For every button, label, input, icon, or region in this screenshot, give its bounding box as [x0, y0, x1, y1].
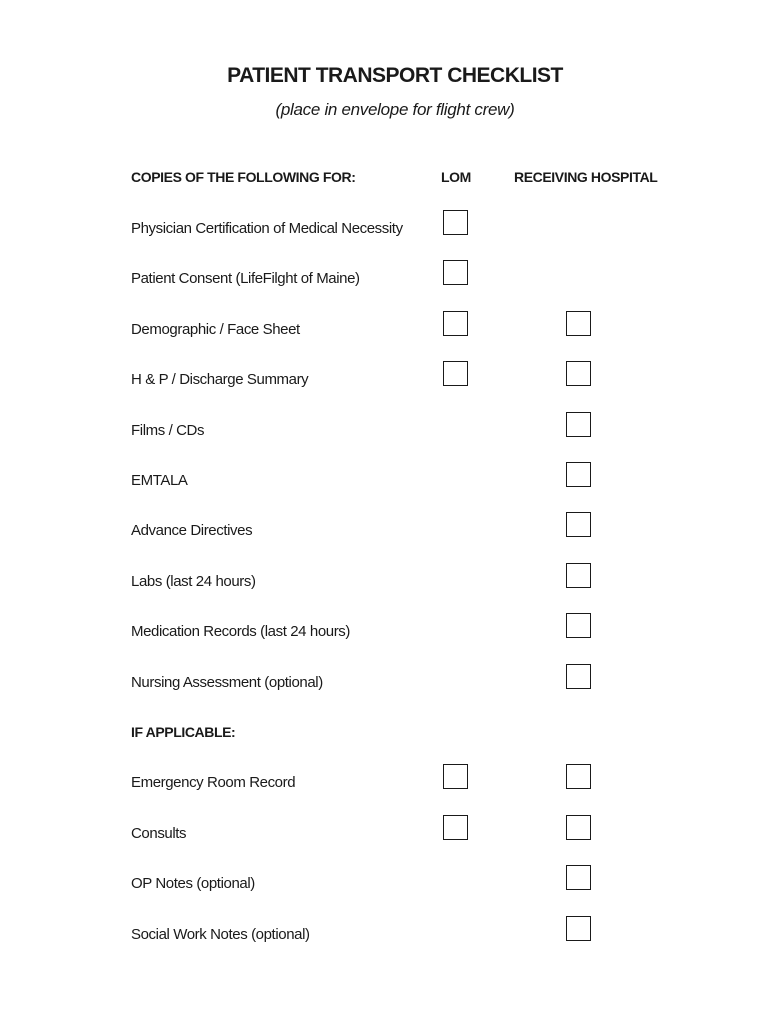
- section-heading: IF APPLICABLE:: [131, 724, 236, 740]
- receiving-hospital-checkbox[interactable]: [566, 563, 591, 588]
- lom-checkbox[interactable]: [443, 815, 468, 840]
- receiving-hospital-checkbox[interactable]: [566, 412, 591, 437]
- page-title: PATIENT TRANSPORT CHECKLIST: [227, 64, 563, 87]
- if-applicable-section: [0, 714, 770, 754]
- lom-column-header: LOM: [441, 169, 471, 185]
- checklist-item-label: EMTALA: [131, 472, 188, 489]
- receiving-hospital-column-header: RECEIVING HOSPITAL: [514, 169, 658, 185]
- checklist-row: [0, 916, 770, 956]
- receiving-hospital-checkbox[interactable]: [566, 462, 591, 487]
- checklist-item-label: Medication Records (last 24 hours): [131, 623, 351, 641]
- checklist-item-label: Social Work Notes (optional): [131, 925, 310, 943]
- lom-checkbox[interactable]: [443, 210, 468, 235]
- checklist-row: [0, 563, 770, 603]
- checklist-item-label: Films / CDs: [131, 421, 205, 439]
- checklist-item-label: Consults: [131, 824, 187, 842]
- checklist-row: [0, 260, 770, 300]
- checklist-item-label: Advance Directives: [131, 522, 253, 540]
- lom-checkbox[interactable]: [443, 361, 468, 386]
- checklist-item-label: Patient Consent (LifeFilght of Maine): [131, 270, 360, 288]
- receiving-hospital-checkbox[interactable]: [566, 361, 591, 386]
- checklist-row: [0, 613, 770, 653]
- lom-checkbox[interactable]: [443, 764, 468, 789]
- checklist-row: [0, 815, 770, 855]
- checklist-row: [0, 311, 770, 351]
- checklist-item-label: Demographic / Face Sheet: [131, 320, 300, 338]
- receiving-hospital-checkbox[interactable]: [566, 815, 591, 840]
- checklist-item-label: OP Notes (optional): [131, 875, 255, 893]
- checklist-item-label: Physician Certification of Medical Necessity: [131, 220, 403, 237]
- checklist-row: [0, 664, 770, 704]
- checklist-row: [0, 462, 770, 502]
- checklist-item-label: H & P / Discharge Summary: [131, 371, 309, 389]
- checklist-row: [0, 512, 770, 552]
- lom-checkbox[interactable]: [443, 311, 468, 336]
- checklist-row: [0, 210, 770, 250]
- receiving-hospital-checkbox[interactable]: [566, 664, 591, 689]
- copies-column-header: COPIES OF THE FOLLOWING FOR:: [131, 169, 356, 185]
- lom-checkbox[interactable]: [443, 260, 468, 285]
- checklist-row: [0, 412, 770, 452]
- receiving-hospital-checkbox[interactable]: [566, 764, 591, 789]
- checklist-row: [0, 865, 770, 905]
- checklist-item-label: Nursing Assessment (optional): [131, 673, 323, 691]
- receiving-hospital-checkbox[interactable]: [566, 311, 591, 336]
- receiving-hospital-checkbox[interactable]: [566, 916, 591, 941]
- checklist-item-label: Labs (last 24 hours): [131, 572, 256, 590]
- page-subtitle: (place in envelope for flight crew): [275, 100, 515, 119]
- receiving-hospital-checkbox[interactable]: [566, 865, 591, 890]
- checklist-row: [0, 764, 770, 804]
- receiving-hospital-checkbox[interactable]: [566, 613, 591, 638]
- receiving-hospital-checkbox[interactable]: [566, 512, 591, 537]
- checklist-row: [0, 361, 770, 401]
- checklist-item-label: Emergency Room Record: [131, 774, 296, 792]
